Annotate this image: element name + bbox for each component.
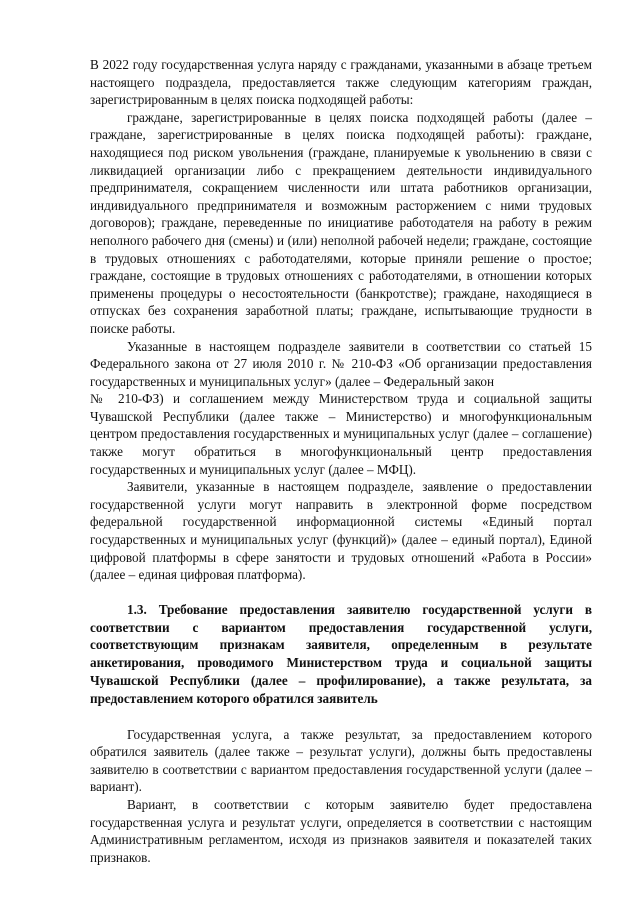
- paragraph-electronic: Заявители, указанные в настоящем подразделе, заявление о предоставлении государственной услуги могут направить в электронной форме посредством федеральной государственной информационной системы «Единый портал государственных и муниципальных услуг (функций)» (далее – единый портал), Единой цифровой платформы в сфере занятости и трудовых отношений «Работа в России» (далее – единая цифровая платформа).: [90, 479, 592, 583]
- paragraph-service-result: Государственная услуга, а также результат, за предоставлением которого обратился заявитель (далее также – результат услуги), должны быть предоставлены заявителю в соответствии с вариантом предоставления государственной услуги (далее – вариант).: [90, 726, 592, 795]
- paragraph-agreement: № 210-ФЗ) и соглашением между Министерством труда и социальной защиты Чувашской Республики (далее также – Министерство) и многофункциональным центром предоставления государственных и муниципальных услуг (далее – соглашение) также могут обратиться в многофункциональный центр предоставления государственных и муниципальных услуг (далее – МФЦ).: [90, 391, 592, 477]
- paragraph-applicants-law: Указанные в настоящем подразделе заявители в соответствии со статьей 15 Федерального закона от 27 июля 2010 г. № 210-ФЗ «Об организации предоставления государственных и муниципальных услуг» (далее – Федеральный закон: [90, 338, 592, 389]
- spacer: [90, 708, 592, 726]
- paragraph-intro: В 2022 году государственная услуга наряду с гражданами, указанными в абзаце третьем настоящего подраздела, предоставляется также следующим категориям граждан, зарегистрированным в целях поиска подходящей работы:: [90, 57, 592, 108]
- paragraph-categories: граждане, зарегистрированные в целях поиска подходящей работы (далее – граждане, зарегистрированные в целях поиска подходящей работы): граждане, находящиеся под риском увольнения (граждане, планируемые к увольнению в связи с ликвидацией организации либо с прекращением деятельности индивидуального предпринимателя, сокращением численности или штата работников организации, индивидуального предпринимателя и возможным расторжением с ними трудовых договоров); граждане, переведенные по инициативе работодателя на работу в режим неполного рабочего дня (смены) и (или) неполной рабочей недели; граждане, состоящие в трудовых отношениях с работодателями, которые приняли решение о простое; граждане, состоящие в трудовых отношениях с работодателями, в отношении которых применены процедуры о несостоятельности (банкротстве); граждане, находящиеся в отпусках без сохранения заработной платы; граждане, испытывающие трудности в поиске работы.: [90, 109, 592, 336]
- paragraph-variant: Вариант, в соответствии с которым заявителю будет предоставлена государственная услуга и результат услуги, определяется в соответствии с настоящим Административным регламентом, исходя из признаков заявителя и показателей таких признаков.: [90, 796, 592, 865]
- section-heading: 1.3. Требование предоставления заявителю государственной услуги в соответствии с вариантом предоставления государственной услуги, соответствующим признакам заявителя, определенным в результате анкетирования, проводимого Министерством труда и социальной защиты Чувашской Республики (далее – профилирование), а также результата, за предоставлением которого обратился заявитель: [90, 601, 592, 706]
